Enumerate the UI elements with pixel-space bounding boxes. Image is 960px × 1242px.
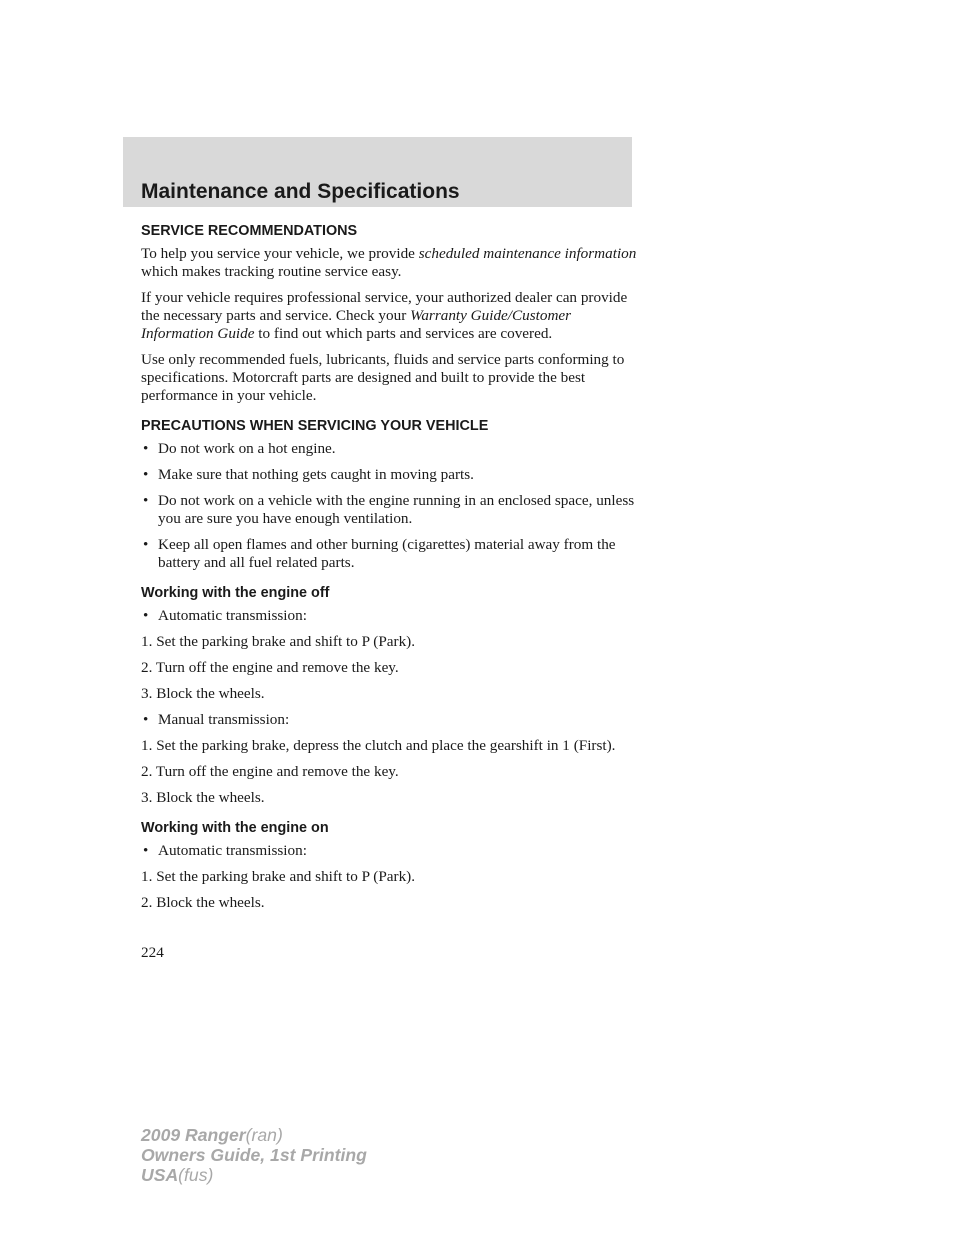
section-heading-engine-off: Working with the engine off [141, 585, 330, 601]
page-content [141, 222, 641, 920]
paragraph-service-intro [141, 245, 641, 281]
text-run: which makes tracking routine service easy. [141, 263, 402, 280]
page-number: 224 [141, 944, 164, 961]
text-run: If your vehicle requires professional service, your authorized dealer can provide the necessary parts and service. Check your [141, 289, 628, 324]
step-item: 2. Turn off the engine and remove the key. [141, 763, 399, 780]
text-run: To help you service your vehicle, we provide [141, 245, 419, 262]
bullet-icon: • [143, 492, 149, 509]
section-heading-service: SERVICE RECOMMENDATIONS [141, 223, 358, 239]
step-item: 3. Block the wheels. [141, 685, 265, 702]
list-item [141, 466, 641, 484]
list-item-text: Manual transmission: [158, 711, 290, 728]
list-item-text: Automatic transmission: [158, 607, 307, 624]
footer-model: 2009 Ranger [141, 1125, 246, 1145]
list-item [141, 536, 641, 572]
list-item [141, 492, 641, 528]
step-item: 2. Turn off the engine and remove the key. [141, 659, 399, 676]
footer-model-code: (ran) [245, 1125, 283, 1145]
bullet-icon: • [143, 842, 149, 859]
list-item-text: Automatic transmission: [158, 842, 307, 859]
section-heading-precautions: PRECAUTIONS WHEN SERVICING YOUR VEHICLE [141, 418, 489, 434]
step-item: 1. Set the parking brake and shift to P (Park). [141, 633, 416, 650]
step-item: 1. Set the parking brake, depress the clutch and place the gearshift in 1 (First). [141, 737, 616, 754]
list-item [141, 440, 641, 458]
list-item-text: Make sure that nothing gets caught in moving parts. [158, 466, 474, 483]
print-footer [141, 1125, 367, 1185]
list-item [141, 842, 641, 860]
emphasis-scheduled-maintenance: scheduled maintenance information [418, 245, 637, 262]
list-item-text: Do not work on a vehicle with the engine running in an enclosed space, unless you are sure you have enough ventilation. [158, 492, 635, 527]
paragraph-recommended-parts: Use only recommended fuels, lubricants, fluids and service parts conforming to specifications. Motorcraft parts are designed and built to provide the best performance in your vehicle. [141, 351, 625, 404]
list-item-text: Keep all open flames and other burning (cigarettes) material away from the battery and all fuel related parts. [158, 536, 616, 571]
footer-line: Owners Guide, 1st Printing [141, 1145, 367, 1165]
paragraph-professional-service [141, 289, 641, 343]
list-item [141, 711, 641, 729]
emphasis-warranty-guide: Warranty Guide/Customer Information Guide [141, 307, 572, 342]
page-title: Maintenance and Specifications [141, 180, 460, 203]
footer-market: USA [141, 1165, 179, 1185]
bullet-icon: • [143, 440, 149, 457]
step-item: 2. Block the wheels. [141, 894, 265, 911]
footer-line [141, 1165, 367, 1185]
footer-market-code: (fus) [178, 1165, 214, 1185]
list-item-text: Do not work on a hot engine. [158, 440, 336, 457]
text-run: to find out which parts and services are covered. [254, 325, 553, 342]
bullet-icon: • [143, 466, 149, 483]
section-heading-engine-on: Working with the engine on [141, 820, 329, 836]
step-item: 1. Set the parking brake and shift to P (Park). [141, 868, 416, 885]
step-item: 3. Block the wheels. [141, 789, 265, 806]
bullet-icon: • [143, 536, 149, 553]
footer-line [141, 1125, 367, 1145]
bullet-icon: • [143, 607, 149, 624]
bullet-icon: • [143, 711, 149, 728]
list-item [141, 607, 641, 625]
